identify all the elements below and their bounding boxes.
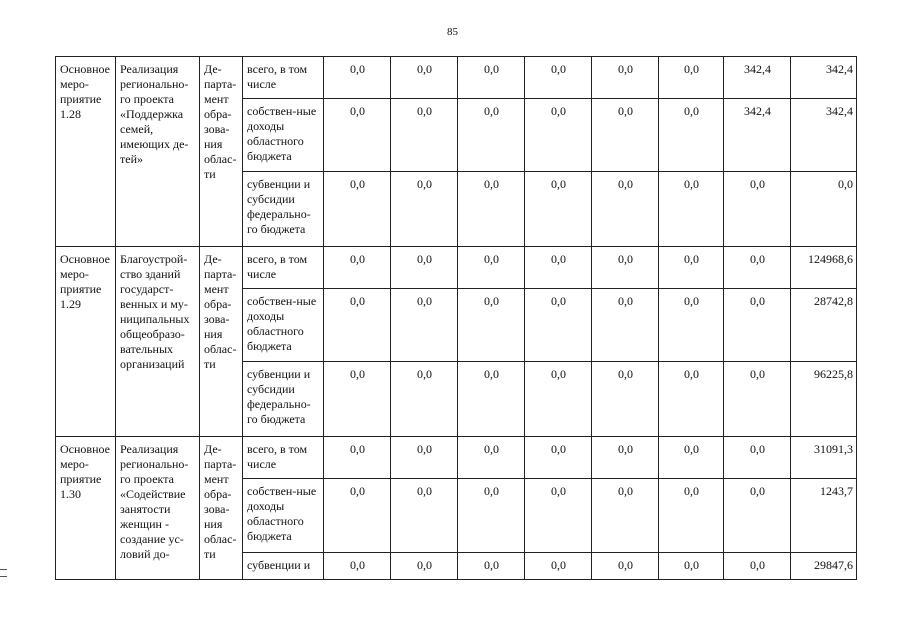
value-cell: 0,0	[324, 99, 391, 172]
value-cell: 0,0	[659, 479, 724, 553]
value-cell: 0,0	[592, 437, 659, 479]
value-cell: 0,0	[659, 57, 724, 99]
budget-table	[55, 56, 857, 580]
table-row	[56, 57, 857, 99]
value-cell: 0,0	[525, 362, 592, 437]
page-number: 85	[447, 26, 458, 38]
value-cell: 0,0	[391, 479, 458, 553]
value-cell: 0,0	[458, 247, 525, 289]
value-cell: 0,0	[525, 172, 592, 247]
executor-cell: Де-парта-мент обра-зова-ния облас-ти	[200, 247, 243, 437]
value-cell: 0,0	[525, 57, 592, 99]
value-cell: 0,0	[458, 553, 525, 580]
value-cell: 0,0	[324, 362, 391, 437]
value-cell: 0,0	[324, 247, 391, 289]
value-cell: 0,0	[324, 172, 391, 247]
value-cell: 0,0	[659, 289, 724, 362]
value-cell: 0,0	[458, 362, 525, 437]
value-cell: 0,0	[391, 247, 458, 289]
value-cell: 0,0	[724, 362, 791, 437]
value-cell: 0,0	[592, 362, 659, 437]
funding-source-cell: субвенции и	[243, 553, 324, 580]
value-cell: 0,0	[724, 289, 791, 362]
funding-source-cell: всего, в том числе	[243, 437, 324, 479]
value-cell: 0,0	[659, 553, 724, 580]
table-body	[56, 57, 857, 580]
value-cell: 0,0	[724, 437, 791, 479]
value-cell: 0,0	[391, 172, 458, 247]
value-cell: 0,0	[391, 553, 458, 580]
activity-name-cell: Основное меро-приятие 1.29	[56, 247, 116, 437]
value-cell: 0,0	[458, 289, 525, 362]
value-cell: 0,0	[659, 99, 724, 172]
value-cell: 0,0	[525, 553, 592, 580]
funding-source-cell: собствен-ные доходы областного бюджета	[243, 479, 324, 553]
value-cell: 0,0	[458, 172, 525, 247]
value-cell: 0,0	[324, 437, 391, 479]
value-cell: 0,0	[324, 479, 391, 553]
value-cell: 0,0	[525, 99, 592, 172]
table-row	[56, 437, 857, 479]
activity-name-cell: Основное меро-приятие 1.28	[56, 57, 116, 247]
funding-source-cell: субвенции и субсидии федерально-го бюджета	[243, 172, 324, 247]
activity-description-cell: Реализация регионально-го проекта «Поддержка семей, имеющих де-тей»	[116, 57, 200, 247]
activity-description-cell: Благоустрой-ство зданий государст-венных и му-ниципальных общеобразо-вательных организаций	[116, 247, 200, 437]
funding-source-cell: собствен-ные доходы областного бюджета	[243, 99, 324, 172]
value-cell: 0,0	[525, 289, 592, 362]
value-cell: 0,0	[592, 479, 659, 553]
value-cell: 0,0	[391, 289, 458, 362]
value-cell: 0,0	[592, 57, 659, 99]
value-cell: 0,0	[525, 437, 592, 479]
value-cell: 29847,6	[791, 553, 857, 580]
value-cell: 0,0	[391, 57, 458, 99]
value-cell: 124968,6	[791, 247, 857, 289]
value-cell: 0,0	[324, 57, 391, 99]
value-cell: 0,0	[724, 172, 791, 247]
executor-cell: Де-парта-мент обра-зова-ния облас-ти	[200, 437, 243, 580]
value-cell: 0,0	[391, 99, 458, 172]
value-cell: 0,0	[659, 172, 724, 247]
activity-description-cell: Реализация регионально-го проекта «Содействие занятости женщин - создание ус-ловий до-	[116, 437, 200, 580]
value-cell: 342,4	[724, 57, 791, 99]
value-cell: 96225,8	[791, 362, 857, 437]
value-cell: 0,0	[724, 479, 791, 553]
value-cell: 0,0	[724, 247, 791, 289]
activity-name-cell: Основное меро-приятие 1.30	[56, 437, 116, 580]
value-cell: 0,0	[592, 553, 659, 580]
value-cell: 0,0	[659, 362, 724, 437]
margin-mark	[0, 569, 7, 577]
value-cell: 342,4	[791, 99, 857, 172]
value-cell: 0,0	[458, 479, 525, 553]
value-cell: 0,0	[592, 247, 659, 289]
value-cell: 0,0	[592, 289, 659, 362]
value-cell: 0,0	[458, 57, 525, 99]
value-cell: 0,0	[791, 172, 857, 247]
value-cell: 0,0	[525, 479, 592, 553]
value-cell: 0,0	[659, 437, 724, 479]
value-cell: 0,0	[724, 553, 791, 580]
value-cell: 0,0	[324, 553, 391, 580]
value-cell: 0,0	[659, 247, 724, 289]
value-cell: 0,0	[592, 172, 659, 247]
value-cell: 0,0	[391, 362, 458, 437]
executor-cell: Де-парта-мент обра-зова-ния облас-ти	[200, 57, 243, 247]
funding-source-cell: всего, в том числе	[243, 57, 324, 99]
value-cell: 0,0	[391, 437, 458, 479]
value-cell: 28742,8	[791, 289, 857, 362]
value-cell: 0,0	[592, 99, 659, 172]
value-cell: 31091,3	[791, 437, 857, 479]
value-cell: 1243,7	[791, 479, 857, 553]
value-cell: 0,0	[458, 99, 525, 172]
value-cell: 0,0	[525, 247, 592, 289]
value-cell: 0,0	[324, 289, 391, 362]
value-cell: 0,0	[458, 437, 525, 479]
table-row	[56, 247, 857, 289]
value-cell: 342,4	[791, 57, 857, 99]
value-cell: 342,4	[724, 99, 791, 172]
funding-source-cell: всего, в том числе	[243, 247, 324, 289]
funding-source-cell: субвенции и субсидии федерально-го бюджета	[243, 362, 324, 437]
funding-source-cell: собствен-ные доходы областного бюджета	[243, 289, 324, 362]
